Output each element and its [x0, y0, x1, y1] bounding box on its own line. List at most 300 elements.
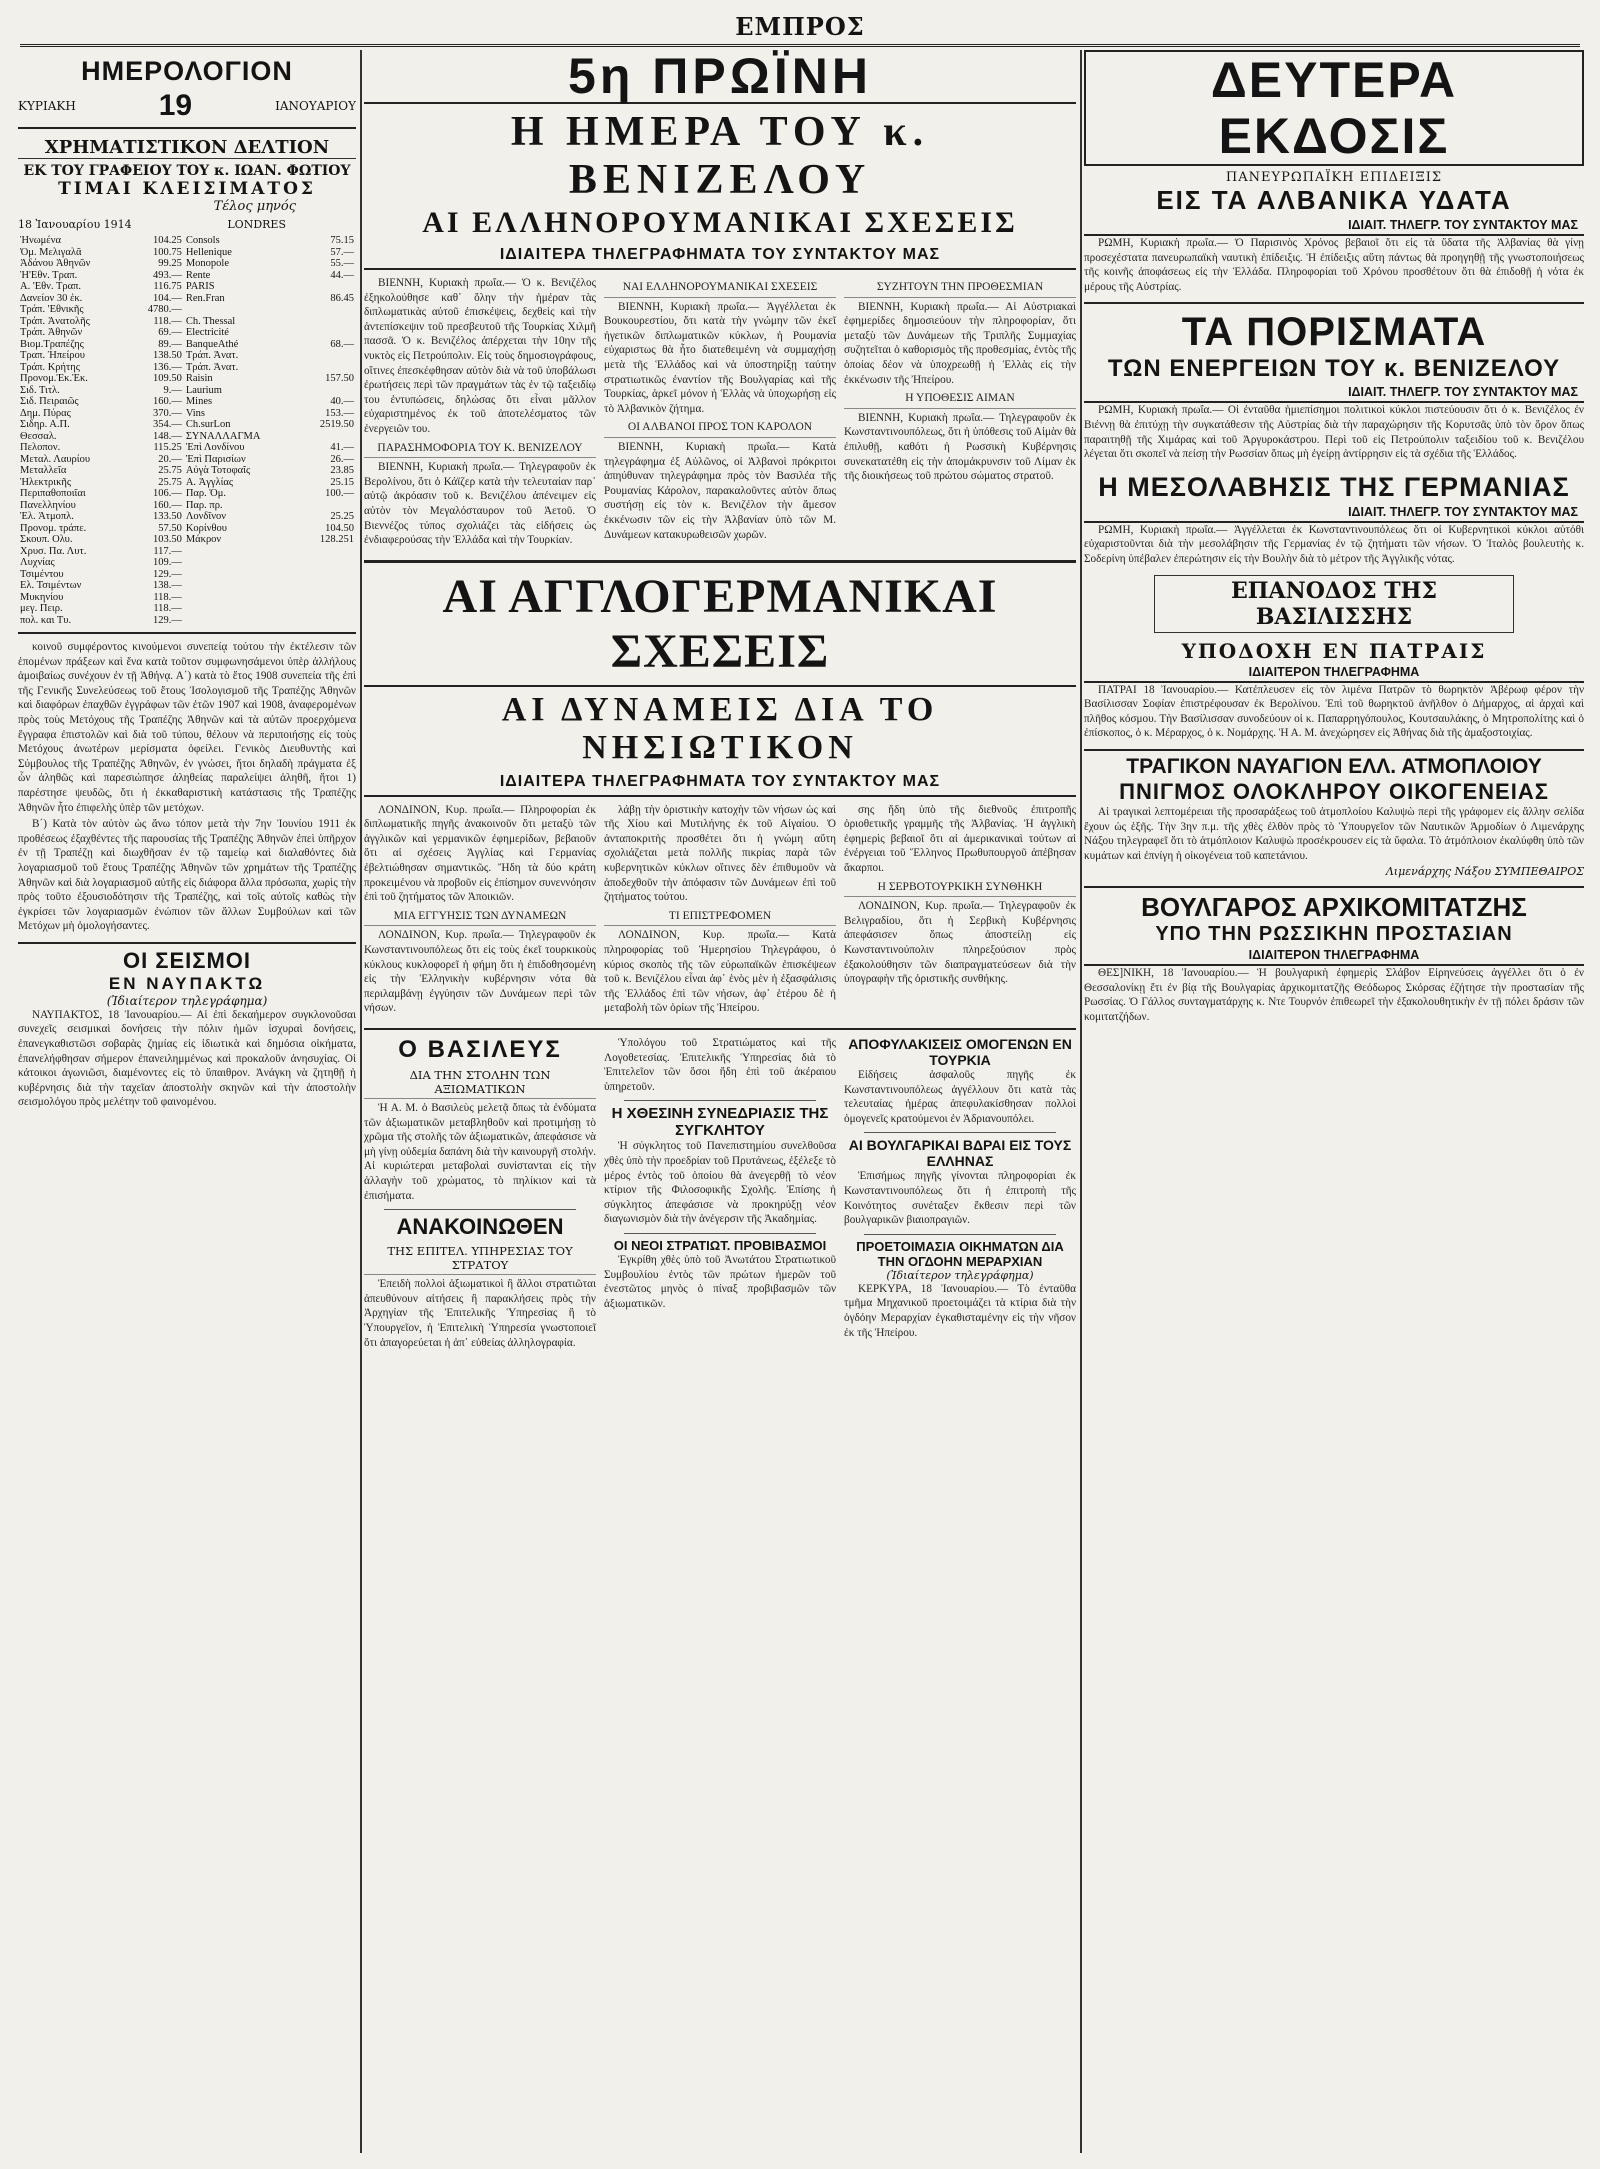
article-paragraph: Ἐπειδὴ πολλοὶ ἀξιωματικοὶ ἢ ἄλλοι στρατιῶται ἀπευθύνουν αἰτήσεις ἢ παρακλήσεις πρὸς τὴν Ἀρχηγίαν τῆς Ἐπιτελικῆς Ὑπηρεσίας ἢ τὸ Ὑπουργεῖον, ἡ Ἐπιτελικὴ Ὑπηρεσία γνωστοποιεῖ ὅτι ἀπαγορεύεται ἡ ἀπ᾽ εὐθείας ἀλληλογραφία.	[364, 1278, 596, 1349]
table-cell	[184, 569, 300, 581]
article-headline: ΤΑ ΠΟΡΙΣΜΑΤΑ	[1181, 310, 1487, 355]
middle-articles	[364, 803, 1076, 1018]
table-cell: 109.50	[152, 373, 182, 384]
table-cell: 116.75	[153, 281, 182, 292]
table-cell: 129.—	[152, 614, 182, 626]
table-cell: 103.50	[152, 534, 182, 545]
financial-prices: ΤΙΜΑΙ ΚΛΕΙΣΙΜΑΤΟΣ	[58, 179, 316, 199]
notice-body	[364, 1277, 596, 1350]
table-cell: 157.50	[325, 373, 354, 384]
table-cell: Περιπαθοποιῖαι	[20, 488, 86, 499]
table-cell: 106.—	[152, 488, 182, 499]
table-cell: 100.—	[325, 488, 354, 499]
article-tagline: ΙΔΙΑΙΤ. ΤΗΛΕΓΡ. ΤΟΥ ΣΥΝΤΑΚΤΟΥ ΜΑΣ	[1084, 216, 1584, 236]
table-cell: BanqueAthé	[185, 338, 239, 350]
article-body	[1084, 805, 1584, 863]
article-body	[1084, 523, 1584, 567]
article-body	[1084, 683, 1584, 741]
table-cell: 68.—	[330, 338, 354, 350]
earthquake-place: ΕΝ ΝΑΥΠΑΚΤΩ	[108, 973, 266, 993]
table-cell: πολ. και Τυ.	[20, 614, 72, 626]
article	[364, 276, 596, 550]
financial-date: 18 Ἰανουαρίου 1914	[18, 218, 132, 231]
divider	[384, 1209, 576, 1210]
article-kicker: ΠΑΝΕΥΡΩΠΑΪΚΗ ΕΠΙΔΕΙΞΙΣ	[1225, 170, 1443, 185]
table-cell: μεγ. Πειρ.	[20, 603, 63, 614]
table-cell: Πανελληνίου	[20, 499, 76, 511]
divider	[1084, 749, 1584, 751]
table-cell: Τράπ. Ἀθηνῶν	[20, 327, 83, 338]
table-cell: 129.—	[152, 568, 182, 580]
table-cell: 26.—	[330, 453, 354, 465]
table-row	[18, 592, 356, 604]
bulgarian-body	[844, 1169, 1076, 1227]
edition-banner	[364, 50, 1076, 104]
table-cell: Τραπ. Ἠπείρου	[20, 350, 85, 361]
table-cell: Consols	[185, 235, 220, 246]
table-row	[18, 304, 356, 316]
table-cell: Α. Ἀγγλίας	[185, 476, 234, 488]
financial-meta: Τέλος μηνός	[213, 199, 296, 214]
article-subhead: ΣΥΖΗΤΟΥΝ ΤΗΝ ΠΡΟΘΕΣΜΙΑΝ	[844, 280, 1076, 298]
table-cell	[184, 304, 300, 316]
table-cell: 4780.—	[147, 304, 182, 315]
article	[604, 276, 836, 550]
article-paragraph: Ἡ σύγκλητος τοῦ Πανεπιστημίου συνελθοῦσα χθὲς ὑπὸ τὴν προεδρίαν τοῦ Πρυτάνεως, ἐξέλεξε τὸ μέρος ἐντὸς τοῦ ὁποίου θὰ ἀνεγερθῇ τὸ νέον κτίριον τῆς Φιλοσοφικῆς Σχολῆς. Ἐπίσης ἡ σύγκλητος ἀπεφάσισε νὰ προκηρύξῃ νέον διαγωνισμὸν διὰ τὴν ἀνέγερσιν τῆς Ἀκαδημίας.	[604, 1140, 836, 1226]
masthead-rule	[20, 44, 1580, 47]
table-cell: PARIS	[185, 281, 215, 292]
earthquake-body	[18, 1008, 356, 1110]
bulgarian-title: ΑΙ ΒΟΥΛΓΑΡΙΚΑΙ ΒΔΡΑΙ ΕΙΣ ΤΟΥΣ ΕΛΛΗΝΑΣ	[848, 1137, 1072, 1170]
article-paragraph: ΒΙΕΝΝΗ, Κυριακὴ πρωΐα.— Κατὰ τηλεγράφημα ἐξ Αὐλῶνος, οἱ Ἀλβανοὶ πρόκριτοι ἀπηύθυναν τηλεγράφημα πρὸς τὸν Βασιλέα τῆς Ρουμανίας Κάρολον, παρακαλοῦντες αὐτὸν ὅπως συστήσῃ εἰς τὸν κ. Βενιζέλον τὴν ἄμεσον ἐκκένωσιν τῶν εἰς τὴν Ἀλβανίαν ὑπὸ τῶν Μ. Δυνάμεων κατακυρωθεισῶν χωρῶν.	[604, 440, 836, 541]
table-cell: 128.251	[319, 534, 354, 545]
calendar-title: ΗΜΕΡΟΛΟΓΙΟΝ	[81, 56, 293, 86]
table-cell: 23.85	[330, 465, 354, 476]
table-cell: 89.—	[158, 338, 182, 350]
article-paragraph: Ὑπολόγου τοῦ Στρατιώματος καὶ τῆς Λογοθετεσίας. Ἐπιτελικῆς Ὑπηρεσίας διὰ τὸ Ἐπιτελεῖον τῶν ὅσοι ἤδη ἐπὶ τοῦ ἀκέραιου ὑπηρετοῦν.	[604, 1037, 836, 1093]
article-paragraph: ΒΙΕΝΝΗ, Κυριακὴ πρωΐα.— Τηλεγραφοῦν ἐκ Κωνσταντινουπόλεως, ὅτι ἡ ὑπόθεσις τοῦ Αἰμὰν θὰ ἐπιλυθῇ, καθότι ἡ Ρωσσικὴ Κυβέρνησις συνεκατατέθη εἰς τὴν ἀπομάκρυνσιν τοῦ Λίμαν ἐκ τῆς διοικήσεως τοῦ πρώτου σώματος στρατοῦ.	[844, 411, 1076, 483]
article-paragraph: ΒΙΕΝΝΗ, Κυριακὴ πρωΐα.— Ἀγγέλλεται ἐκ Βουκουρεστίου, ὅτι κατὰ τὴν γνώμην τῶν ἐκεῖ ἠγετικῶν διπλωματικῶν κύκλων, ἡ Ρουμανία εὐχαριστως θὰ ἦτο διατεθειμένη νὰ συμμαχήσῃ μετὰ τῆς Ἑλλάδος καὶ νὰ ὑποστηρίξῃ ταύτην στρατιωτικῶς ἐναντίον τῆς Βουλγαρίας καὶ τῆς Τουρκίας, ἀρκεῖ μόνον ἡ Ἑλλὰς νὰ ὑποχωρήσῃ εἰς τὸ Ἀλβανικὸν ζήτημα.	[604, 300, 836, 415]
table-cell: Ἐλ. Ἀτμοπλ.	[20, 511, 74, 522]
table-row	[18, 615, 356, 627]
table-cell: Σιδ. Πειραιῶς	[20, 396, 79, 407]
article-subheadline: ΠΝΙΓΜΟΣ ΟΛΟΚΛΗΡΟΥ ΟΙΚΟΓΕΝΕΙΑΣ	[1119, 778, 1549, 804]
article-paragraph: κοινοῦ συμφέροντος κινούμενοι συνεπείᾳ τούτου τὴν ἐκτέλεσιν τῶν ἑπομένων πράξεων καὶ ἕνα κατὰ τοῦτον συμφωνησάμενοι ὑπὲρ ἀλλήλους ἀμοιβαίως συνέχουν ἐν τῇ Ἀθήνᾳ. Α΄) κατὰ τὸ ἔτος 1908 συνεπεία τῆς ἐπὶ τῆς Γενικῆς Συνελεύσεως τοῦ ἔτους Ἰσολογισμοῦ τῆς Τραπέζης Ἀθηνῶν καὶ διαφόρων ἐπαχθῶν ἐγγράφων τῶν ἐτῶν 1907 καὶ 1908, ἀναφερομένων πρὸς τοὺς Μετόχους τῆς Τραπέζης Ἀθηνῶν καὶ τὰ αὐτῶν προερχόμενα ἔγγραφα ἐπιστολῶν καὶ διὰ τοῦ τύπου, θέλουν νὰ περιποιήσῃς εἰς τοὺς Μετόχους ἀνωτέρων μερίσματα ὀφείλει. Γενικὸς Διευθυντὴς καὶ Σύμβουλος τῆς Τραπέζης Ἀθηνῶν, ἐν γνώσει, ἤτοι δηλαδὴ πράγματα ἐξ ὧν ἀληθῶς καὶ παρεσιώπησε ἀληθείας παραλείψει ἀληθῆ, ἤτοι 1) παρέστησε ψευδῶς, ὅτι ἡ ἐκκαθαριστικὴ κατάστασις τῆς Τραπέζης Ἀθηνῶν ἦτο ἐπιφελὴς ὑπὲρ τῶν μετόχων.	[18, 641, 356, 814]
table-row	[18, 396, 356, 408]
table-cell: 100.75	[152, 246, 182, 258]
table-cell	[300, 327, 356, 339]
article-body	[1084, 236, 1584, 294]
section-subheadline: ΑΙ ΔΥΝΑΜΕΙΣ ΔΙΑ ΤΟ ΝΗΣΙΩΤΙΚΟΝ	[501, 690, 939, 766]
article-paragraph: σης ἤδη ὑπὸ τῆς διεθνοῦς ἐπιτροπῆς ὁριοθετικῆς γραμμῆς τῆς Ἀλβανίας. Ἡ ἀγγλικὴ ἐφημερὶς βεβαιοῖ ὅτι αἱ ἀμερικανικαὶ τούτων αἱ ἐνέργειαι τοῦ Ἕλληνος Πρωθυπουργοῦ ἀπέβησαν ἄκαρποι.	[844, 803, 1076, 875]
article-subheadline: ΥΠΟΔΟΧΗ ΕΝ ΠΑΤΡΑΙΣ	[1181, 638, 1487, 663]
releases-title: ΑΠΟΦΥΛΑΚΙΣΕΙΣ ΟΜΟΓΕΝΩΝ ΕΝ ΤΟΥΡΚΙΑ	[848, 1036, 1072, 1068]
table-cell: 104.25	[152, 235, 182, 246]
article-signature: Λιμενάρχης Νάξου ΣΥΜΠΕΘΑΙΡΟΣ	[1385, 865, 1584, 879]
table-row	[18, 339, 356, 351]
table-row	[18, 580, 356, 592]
column-divider	[1080, 50, 1082, 2153]
table-cell: 104.50	[325, 522, 354, 534]
table-cell	[184, 603, 300, 615]
table-cell: 370.—	[152, 407, 182, 419]
promotions-title: ΟΙ ΝΕΟΙ ΣΤΡΑΤΙΩΤ. ΠΡΟΒΙΒΑΣΜΟΙ	[613, 1237, 827, 1253]
table-cell	[300, 316, 356, 328]
main-tagline: ΙΔΙΑΙΤΕΡΑ ΤΗΛΕΓΡΑΦΗΜΑΤΑ ΤΟΥ ΣΥΝΤΑΚΤΟΥ ΜΑΣ	[364, 240, 1076, 270]
table-cell: Μεταλλεῖα	[20, 465, 67, 476]
article-body	[604, 1036, 836, 1094]
table-row	[18, 235, 356, 247]
table-cell: Ch. Thessal	[185, 315, 236, 327]
table-cell: Electricité	[185, 327, 229, 338]
table-cell: 55.—	[330, 258, 354, 269]
article-paragraph: Ἡ Α. Μ. ὁ Βασιλεὺς μελετᾷ ὅπως τὰ ἐνδύματα τῶν ἀξιωματικῶν μεταβληθοῦν καὶ προτιμήσῃ τὸ χρῶμα τῆς στολῆς τῶν ἀξιωματικῶν, ἀπεφάσισε νὰ μὴ γίνῃ οὐδεμία δαπάνη διὰ τὴν καινουργῆ στολήν. Αἱ κυριώτεραι μεταβολαὶ συνίστανται εἰς τὴν ἀλλαγὴν τοῦ χρώματος, τὸ πηλίκιον καὶ τὰ ἐπισήματα.	[364, 1102, 596, 1202]
article-paragraph: ΛΟΝΔΙΝΟΝ, Κυρ. πρωΐα.— Τηλεγραφοῦν ἐκ Κωνσταντινουπόλεως ὅτι εἰς τοὺς ἐκεῖ τουρκικοὺς κύκλους κυκλοφορεῖ ἡ φήμη ὅτι ἡ ἐπιδοθησομένη εἰς τὴν Ἑλληνικὴν κυβέρνησιν νότα θὰ περιλαμβάνῃ ἐγγύησιν τῶν Δυνάμεων περὶ τῶν νήσων.	[364, 929, 596, 1015]
notice-title: ΑΝΑΚΟΙΝΩΘΕΝ	[396, 1214, 564, 1240]
notice-subtitle: ΤΗΣ ΕΠΙΤΕΛ. ΥΠΗΡΕΣΙΑΣ ΤΟΥ ΣΤΡΑΤΟΥ	[364, 1244, 596, 1275]
article-paragraph: ΡΩΜΗ, Κυριακὴ πρωΐα.— Ἀγγέλλεται ἐκ Κωνσταντινουπόλεως ὅτι οἱ Κυβερνητικοὶ κύκλοι αὐτόθι εὐχαριστοῦνται διὰ τὴν μεσολάβησιν τῆς Γερμανίας ἐν τῷ ζητήματι τῶν νήσων. Ὁ Ἰταλὸς βουλευτὴς κ. Σοδερίνη ὑπέβαλεν ἐπερώτησιν εἰς τὴν Βουλὴν διὰ τὸ μέτρον τῆς Ἀγγλικῆς νότας.	[1084, 523, 1584, 565]
table-cell	[184, 546, 300, 558]
senate-body	[604, 1139, 836, 1227]
division-body	[844, 1282, 1076, 1340]
article	[844, 276, 1076, 550]
main-subheadline: ΑΙ ΕΛΛΗΝΟΡΟΥΜΑΝΙΚΑΙ ΣΧΕΣΕΙΣ	[422, 206, 1018, 239]
table-cell: Μυκηνίου	[20, 591, 64, 603]
table-row	[18, 258, 356, 270]
table-cell: Σιδ. Τιτλ.	[20, 384, 60, 396]
table-cell: Hellenique	[185, 246, 232, 258]
article-paragraph: ΛΟΝΔΙΝΟΝ, Κυρ. πρωΐα.— Κατὰ πληροφορίας τοῦ Ἡμερησίου Τηλεγράφου, ὁ κύριος σκοπὸς τῆς τῶν εὐρωπαϊκῶν ἐπισκέψεων τοῦ κ. Βενιζέλου εἶναι ἀφ᾽ ἑνὸς μὲν ἡ ἐξασφάλισις τῆς Ἑλλάδος ἐπὶ τῶν νήσων, ἀφ᾽ ἑτέρου δὲ ἡ μεταβολὴ τῶν ὁρίων τῆς Ἠπείρου.	[604, 929, 836, 1015]
article-body	[1084, 403, 1584, 461]
divider	[624, 1233, 816, 1234]
article-headline: ΤΡΑΓΙΚΟΝ ΝΑΥΑΓΙΟΝ ΕΛΛ. ΑΤΜΟΠΛΟΙΟΥ	[1126, 754, 1542, 778]
article-tagline: ΙΔΙΑΙΤΕΡΟΝ ΤΗΛΕΓΡΑΦΗΜΑ	[1084, 946, 1584, 966]
financial-title: ΧΡΗΜΑΤΙΣΤΙΚΟΝ ΔΕΛΤΙΟΝ	[18, 137, 356, 159]
table-row	[18, 247, 356, 259]
lower-col	[844, 1036, 1076, 1352]
article-headline: ΕΠΑΝΟΔΟΣ ΤΗΣ ΒΑΣΙΛΙΣΣΗΣ	[1154, 575, 1514, 633]
divider	[1084, 886, 1584, 888]
table-cell: 138.50	[152, 350, 182, 361]
table-cell: 118.—	[153, 591, 182, 603]
financial-table	[18, 235, 356, 626]
table-row	[18, 454, 356, 466]
table-row	[18, 281, 356, 293]
table-cell	[300, 304, 356, 316]
article-headline: ΕΙΣ ΤΑ ΑΛΒΑΝΙΚΑ ΥΔΑΤΑ	[1156, 185, 1512, 215]
section-tagline: ΙΔΙΑΙΤΕΡΑ ΤΗΛΕΓΡΑΦΗΜΑΤΑ ΤΟΥ ΣΥΝΤΑΚΤΟΥ ΜΑΣ	[364, 767, 1076, 797]
article-tagline: ΙΔΙΑΙΤ. ΤΗΛΕΓΡ. ΤΟΥ ΣΥΝΤΑΚΤΟΥ ΜΑΣ	[1084, 383, 1584, 403]
table-cell	[300, 580, 356, 592]
table-row	[18, 546, 356, 558]
division-subtitle: (Ἰδιαίτερον τηλεγράφημα)	[886, 1268, 1034, 1282]
table-cell: 148.—	[152, 430, 182, 442]
article-paragraph: ΡΩΜΗ, Κυριακὴ πρωΐα.— Ὁ Παρισινὸς Χρόνος βεβαιοῖ ὅτι εἰς τὰ ὕδατα τῆς Ἀλβανίας θὰ γίνῃ προσεχέστατα πανευρωπαϊκὴ ναυτικὴ ἐπίδειξις. Ἡ ἐπίδειξις αὕτη πάντως θὰ προηγηθῇ τῆς γνωστοποιήσεως τῆς κοινῆς ἀποφάσεως εἰς τὴν Ἑλλάδα. Πληροφορίαι τοῦ Χρόνου προσθέτουν ὅτι θὰ ἐπιδοθῇ ἡ νότα ἐκ μέρους τῆς Αὐστρίας.	[1084, 237, 1584, 293]
table-cell: 57.—	[330, 246, 354, 258]
table-cell: Τράπ. 'Εθνικῆς	[20, 304, 84, 315]
table-cell	[300, 281, 356, 293]
article-paragraph: ΒΙΕΝΝΗ, Κυριακὴ πρωΐα.— Ὁ κ. Βενιζέλος ἐξηκολούθησε καθ᾽ ὅλην τὴν ἡμέραν τὰς διπλωματικὰς αὐτοῦ ἐπισκέψεις, δεχθεὶς καὶ τὴν ἀντεπίσκεψιν τοῦ πρεσβευτοῦ τῆς Τουρκίας Χιλμῆ πασσᾶ. Ὁ κ. Βενιζέλος ἀπέρχεται τὴν 10ην τῆς νυκτὸς εἰς Πετρούπολιν. Εἰς τοὺς δημοσιογράφους, οἵτινες ἐπεσκέφθησαν αὐτὸν διὰ νὰ τοῦ ὑποβάλωσι ἐρωτήσεις περὶ τῶν πραγμάτων τὰς ἐν τῷ ταξειδίῳ του ἐντυπώσεις, δηλώσας ὅτι εἶναι μᾶλλον εὐχαριστημένος ἐκ τοῦ ἀποτελέσματος τῶν ἐνεργειῶν του.	[364, 277, 596, 435]
article-paragraph: Εἰδήσεις ἀσφαλοῦς πηγῆς ἐκ Κωνσταντινουπόλεως ἀγγέλλουν ὅτι κατὰ τὰς τελευταίας ἡμέρας ἀπεφυλακίσθησαν πολλοὶ ὁμογενεῖς κρατούμενοι ἐν Ἀδριανουπόλει.	[844, 1069, 1076, 1125]
article-paragraph: ΒΙΕΝΝΗ, Κυριακὴ πρωΐα.— Τηλεγραφοῦν ἐκ Βερολίνου, ὅτι ὁ Κάϊζερ κατὰ τὴν τελευταίαν παρ᾽ αὐτῷ ἀκρόασιν τοῦ κ. Βενιζέλου ἀπένειμεν εἰς αὐτὸν τὸν Μεγαλόσταυρον τοῦ Ἀετοῦ. Ὁ Βιεννέζος τύπος σχολιάζει τὰς εἰδήσεις ὡς ἐνδιαφερούσας τὴν Ἑλλάδα καὶ τὴν Τουρκίαν.	[364, 461, 596, 547]
table-cell: 133.50	[152, 511, 182, 522]
table-cell: Προνομ. τράπε.	[20, 522, 87, 534]
table-cell: 138.—	[152, 580, 182, 591]
table-cell: 25.75	[158, 476, 182, 488]
table-cell	[300, 546, 356, 558]
newspaper-name: ΕΜΠΡΟΣ	[735, 12, 865, 41]
divider	[624, 1100, 816, 1101]
king-body	[364, 1101, 596, 1203]
table-cell: 109.—	[152, 557, 182, 568]
table-cell: Πελοπον.	[20, 442, 61, 453]
table-cell: 57.50	[158, 522, 182, 534]
table-row	[18, 408, 356, 420]
article-paragraph: ΝΑΥΠΑΚΤΟΣ, 18 Ἰανουαρίου.— Αἱ ἐπὶ δεκαήμερον συγκλονοῦσαι συνεχεῖς σεισμικαὶ δονήσεις τὴν πόλιν ἡμῶν ἰσχυραὶ δονήσεις, ἐπανεγκαθιστῶσι σοβαρὰς ζημίας εἰς ἰδιωτικὰ καὶ δημόσια οἰκήματα, ἐπανελήφθησαν σήμερον ἐπανειλημμένως καὶ προκαλοῦν ἀνησυχίας. Οἱ κάτοικοι ἀγωνιῶσι, διαμένοντες εἰς τὸ ὕπαιθρον. Ἀνάγκη νὰ ζητηθῇ ἡ κυβέρνησις διὰ τὴν ταχεῖαν ἀποστολὴν σκηνῶν καὶ τὴν ἀποστολὴν σεισμολόγου πρὸς μελέτην τοῦ φαινομένου.	[18, 1008, 356, 1109]
table-cell: Α. 'Εθν. Τραπ.	[20, 281, 82, 292]
table-cell: Τράπ. Κρήτης	[20, 361, 80, 373]
table-cell: 118.—	[153, 603, 182, 614]
article-paragraph: Β΄) Κατὰ τὸν αὐτὸν ὡς ἄνω τόπον μετὰ τὴν 7ην Ἰουνίου 1911 ἐκ προθέσεως ἐξαχθέντες τῆς παρουσίας τῆς Τραπέζης Ἀθηνῶν ἐπεὶ ὑπῆρχον ἐν τῇ Τραπέζῃ καὶ διωχθῆσαν ἐν τῷ ταμείῳ καὶ διαλαθόντες διὰ λογαριασμοῦ τοῦ ἔτους Τραπέζης Ἀθηνῶν τῶν χρημάτων τῆς Τραπέζης Ἀθηνῶν καὶ διὰ λογαριασμοῦ αὐτῆς εἰς διάφορα ἄλλα πρόσωπα, χωρὶς τὴν πρὸς τοῦτο ἐξουσιοδότησιν τῆς Τραπέζης, καὶ τοῖς αὐτοῖς καθὼς τὴν ἐγκρίσει τῶν λογαριασμῶν ἐνώπιον τῶν ἄλλων Συμβούλων καὶ τῶν Μετόχων μὴ ὁμολογήσαντες.	[18, 818, 356, 933]
table-cell: 99.25	[158, 258, 182, 269]
division-title: ΠΡΟΕΤΟΙΜΑΣΙΑ ΟΙΚΗΜΑΤΩΝ ΔΙΑ ΤΗΝ ΟΓΔΟΗΝ ΜΕΡΑΡΧΙΑΝ	[856, 1238, 1064, 1269]
table-cell: Τράπ. Ἀνατ.	[185, 350, 239, 361]
table-cell: Λυχνίας	[20, 557, 55, 568]
table-cell	[300, 362, 356, 374]
table-cell: Λονδῖνον	[185, 511, 226, 522]
article-subhead: ΠΑΡΑΣΗΜΟΦΟΡΙΑ ΤΟΥ Κ. ΒΕΝΙΖΕΛΟΥ	[364, 441, 596, 459]
table-cell: Τράπ. Ἀνατολῆς	[20, 315, 90, 327]
article-paragraph: ΛΟΝΔΙΝΟΝ, Κυρ. πρωΐα.— Πληροφορίαι ἐκ διπλωματικῆς πηγῆς ἀνακοινοῦν ὅτι μεταξὺ τῶν ἀγγλικῶν καὶ γερμανικῶν ἐφημερίδων, βεβαιοῦν ὅτι αἱ σχέσεις Ἀγγλίας καὶ Γερμανίας ἐβελτιώθησαν σημαντικῶς. Ἤδη τὰ δύο κράτη προκειμένου νὰ προβοῦν εἰς ἐπίσημον συνεννόησιν ἐπὶ τοῦ ζητήματος τῶν Ἀποικιῶν.	[364, 803, 596, 904]
table-cell: Ἡνωμένα	[20, 235, 61, 246]
article-body	[1084, 966, 1584, 1024]
table-cell: 20.—	[158, 453, 182, 465]
table-row	[18, 419, 356, 431]
table-cell: Μεταλ. Λαυρίου	[20, 453, 91, 465]
table-cell: Monopole	[185, 258, 229, 269]
table-cell: ΣΥΝΑΛΛΑΓΜΑ	[185, 430, 261, 442]
table-cell	[300, 592, 356, 604]
table-cell: Μάκρον	[185, 534, 222, 545]
table-cell	[300, 569, 356, 581]
table-cell	[184, 592, 300, 604]
table-row	[18, 603, 356, 615]
king-subtitle: ΔΙΑ ΤΗΝ ΣΤΟΛΗΝ ΤΩΝ ΑΞΙΩΜΑΤΙΚΩΝ	[364, 1068, 596, 1099]
table-cell	[300, 350, 356, 362]
article-paragraph: ΠΑΤΡΑΙ 18 Ἰανουαρίου.— Κατέπλευσεν εἰς τὸν λιμένα Πατρῶν τὸ θωρηκτὸν Ἀβέρωφ φέρον τὴν Βασίλισσαν Σοφίαν ἐπιστρέφουσαν ἐκ Βερολίνου. Ἐπὶ τοῦ θωρηκτοῦ ἀνῆλθον ὁ Δήμαρχος, αἱ ἀρχαὶ καὶ πλῆθος κόσμου. Τὴν Βασίλισσαν συνοδεύουν οἱ κ. Παπαρρηγόπουλος, Κουτσαυλάκης, ὁ Μητροπολίτης καὶ ὁ ἐπίσκοπος, ὁ κ. Μέραρχος, ὁ κ. Νομάρχης. Ἡ Α. Μ. ἀνεχώρησεν εἰς Ἀθήνας διὰ τῆς ἀμαξοστοιχίας.	[1084, 683, 1584, 740]
table-row	[18, 293, 356, 305]
article-subhead: ΜΙΑ ΕΓΓΥΗΣΙΣ ΤΩΝ ΔΥΝΑΜΕΩΝ	[364, 909, 596, 927]
article	[364, 803, 596, 1018]
table-row	[18, 362, 356, 374]
table-cell: Βιομ.Τραπέζης	[20, 338, 84, 350]
left-column	[18, 50, 356, 2153]
table-cell: 160.—	[152, 499, 182, 511]
table-cell: Ὀμ. Μελιγαλᾶ	[20, 246, 82, 258]
table-row	[18, 557, 356, 569]
lower-col	[364, 1036, 596, 1352]
table-cell	[300, 615, 356, 627]
table-cell: Σκουπ. Ολυ.	[20, 534, 73, 545]
table-row	[18, 500, 356, 512]
table-cell	[300, 385, 356, 397]
article-paragraph: Ἐπισήμως πηγῆς γίνονται πληροφορίαι ἐκ Κωνσταντινουπόλεως ὅτι ἡ ἐπιτροπὴ τῆς Κοινότητος συνέταξεν ἔκθεσιν περὶ τῶν βουλγαρικῶν βιαιοπραγιῶν.	[844, 1170, 1076, 1227]
divider	[18, 942, 356, 944]
table-cell: 44.—	[330, 269, 354, 281]
article-tagline: ΙΔΙΑΙΤ. ΤΗΛΕΓΡ. ΤΟΥ ΣΥΝΤΑΚΤΟΥ ΜΑΣ	[1084, 503, 1584, 523]
table-cell: Ἡ'Εθν. Τραπ.	[20, 269, 78, 281]
table-row	[18, 465, 356, 477]
calendar-month: ΙΑΝΟΥΑΡΙΟΥ	[275, 99, 356, 113]
table-row	[18, 327, 356, 339]
article-paragraph: Ἐγκρίθη χθὲς ὑπὸ τοῦ Ἀνωτάτου Στρατιωτικοῦ Συμβουλίου ἐντὸς τῶν πρώτων ἡμερῶν τοῦ ἐνεστῶτος μηνὸς ὁ πίναξ προβιβασμῶν τῶν ἀξιωματικῶν.	[604, 1253, 836, 1310]
section-headline: ΑΙ ΑΓΓΛΟΓΕΡΜΑΝΙΚΑΙ ΣΧΕΣΕΙΣ	[364, 560, 1076, 687]
table-cell: Παρ. Ὁμ.	[185, 488, 226, 499]
table-cell: Ἐπὶ Παρισίων	[185, 453, 246, 465]
table-row	[18, 534, 356, 546]
lower-articles	[364, 1028, 1076, 1352]
table-cell: Θεσσαλ.	[20, 430, 57, 442]
table-cell	[184, 580, 300, 592]
table-cell: Vins	[185, 407, 206, 419]
table-row	[18, 316, 356, 328]
table-cell: Παρ. πρ.	[185, 499, 223, 511]
table-cell: Laurium	[185, 384, 222, 396]
table-cell: Αὐγὰ Τοτοφαῖς	[185, 465, 251, 476]
promotions-body	[604, 1253, 836, 1311]
financial-office: ΕΚ ΤΟΥ ΓΡΑΦΕΙΟΥ ΤΟΥ κ. ΙΩΑΝ. ΦΩΤΙΟΥ	[23, 163, 351, 179]
table-cell: 136.—	[152, 361, 182, 373]
table-cell: 104.—	[152, 292, 182, 304]
table-cell: 40.—	[330, 396, 354, 407]
earthquake-subtitle: (Ἰδιαίτερον τηλεγράφημα)	[106, 993, 268, 1008]
article-headline: ΒΟΥΛΓΑΡΟΣ ΑΡΧΙΚΟΜΙΤΑΤΖΗΣ	[1141, 892, 1527, 923]
article-paragraph: ΒΙΕΝΝΗ, Κυριακὴ πρωΐα.— Αἱ Αὐστριακαὶ ἐφημερίδες δημοσιεύουν τὴν πληροφορίαν, ὅτι μεταξὺ τῶν Δυνάμεων τῆς Τριπλῆς Συμμαχίας συζητεῖται ὁ καθορισμὸς τῆς προθεσμίας, ἐντὸς τῆς ὁποίας δέον νὰ ὑποχρεωθῇ ἡ Ἑλλὰς εἰς τὴν ἐκκένωσιν τῆς Ἠπείρου.	[844, 300, 1076, 386]
table-cell: Ren.Fran	[185, 292, 225, 304]
right-column	[1084, 50, 1584, 2153]
table-cell: Rente	[185, 269, 211, 281]
article-paragraph: ΛΟΝΔΙΝΟΝ, Κυρ. πρωΐα.— Τηλεγραφοῦν ἐκ Βελιγραδίου, ὅτι ἡ Σερβικὴ Κυβέρνησις ἀπεφάσισεν ὅπως ἀποστείλῃ εἰς Κωνσταντινούπολιν πληρεξούσιον πρὸς ἐξακολούθησιν τῶν διαπραγματεύσεων διὰ τὴν ὑπογραφὴν τῆς ὁριστικῆς συνθήκης.	[844, 900, 1076, 986]
article-tagline: ΙΔΙΑΙΤΕΡΟΝ ΤΗΛΕΓΡΑΦΗΜΑ	[1084, 663, 1584, 683]
table-cell: Ελ. Τσιμέντων	[20, 580, 82, 591]
top-articles	[364, 276, 1076, 550]
earthquake-title: ΟΙ ΣΕΙΣΜΟΙ	[122, 947, 252, 973]
table-cell: Προνομ.Ἐκ.Ἐκ.	[20, 373, 88, 384]
table-cell: 25.25	[330, 511, 354, 522]
divider	[864, 1132, 1056, 1133]
article-subhead: Η ΥΠΟΘΕΣΙΣ ΑΙΜΑΝ	[844, 391, 1076, 409]
article	[844, 803, 1076, 1018]
table-row	[18, 477, 356, 489]
table-cell	[184, 615, 300, 627]
lower-col	[604, 1036, 836, 1352]
table-cell: Mines	[185, 396, 213, 407]
table-cell: Ἀδάνου Ἀθηνῶν	[20, 258, 91, 269]
table-cell: 9.—	[163, 384, 182, 396]
table-cell: Raisin	[185, 373, 213, 384]
senate-title: Η ΧΘΕΣΙΝΗ ΣΥΝΕΔΡΙΑΣΙΣ ΤΗΣ ΣΥΓΚΛΗΤΟΥ	[611, 1105, 829, 1140]
article-paragraph: λάβῃ τὴν ὁριστικὴν κατοχὴν τῶν νήσων ὡς καὶ τῆς Χίου καὶ Μυτιλήνης ἐκ τοῦ Αἰγαίου. Ὁ ἀνταποκριτὴς προσθέτει ὅτι ἡ γνώμη αὕτη σχολιάζεται μετὰ πολλῆς πικρίας παρὰ τῶν κυβερνητικῶν κύκλων οἵτινες δὲν ἐπιθυμοῦν νὰ ἀποδεχθοῦν τὴν ἀπόφασιν τῶν Δυνάμεων ἐπὶ τοῦ ζητήματος τούτου.	[604, 803, 836, 904]
table-row	[18, 385, 356, 397]
column-divider	[360, 50, 362, 2153]
table-cell: 41.—	[330, 442, 354, 453]
table-row	[18, 431, 356, 443]
table-cell	[300, 431, 356, 443]
article-subhead: ΤΙ ΕΠΙΣΤΡΕΦΟΜΕΝ	[604, 909, 836, 927]
table-cell: 75.15	[330, 235, 354, 246]
table-row	[18, 350, 356, 362]
calendar-weekday: ΚΥΡΙΑΚΗ	[18, 99, 76, 113]
article-paragraph: ΚΕΡΚΥΡΑ, 18 Ἰανουαρίου.— Τὸ ἐνταῦθα τμῆμα Μηχανικοῦ προετοιμάζει τὰ κτίρια διὰ τὴν ὀγδόην Μεραρχίαν ἐγκαθισταμένην εἰς τὴν νῆσον ἐκ τῆς Ἠπείρου.	[844, 1282, 1076, 1339]
table-cell: Ἐπὶ Λονδίνου	[185, 442, 245, 453]
table-cell: Χρυσ. Πα. Λυτ.	[20, 545, 87, 557]
table-row	[18, 523, 356, 535]
table-cell: 25.15	[330, 476, 354, 488]
king-title: Ο ΒΑΣΙΛΕΥΣ	[398, 1036, 562, 1063]
edition-label: 5η ΠΡΩΪΝΗ	[568, 50, 872, 104]
article-subhead: ΟΙ ΑΛΒΑΝΟΙ ΠΡΟΣ ΤΟΝ ΚΑΡΟΛΟΝ	[604, 420, 836, 438]
table-cell: Τράπ. Ἀνατ.	[185, 361, 239, 373]
table-cell: Δανείον 30 ἐκ.	[20, 292, 83, 304]
center-column	[364, 50, 1076, 2153]
financial-market: LONDRES	[227, 218, 286, 231]
article-subheadline: ΥΠΟ ΤΗΝ ΡΩΣΣΙΚΗΝ ΠΡΟΣΤΑΣΙΑΝ	[1155, 923, 1513, 946]
releases-body	[844, 1068, 1076, 1126]
table-cell: 115.25	[153, 442, 182, 453]
table-cell: 493.—	[152, 269, 182, 281]
table-cell: Σιδηρ. Α.Π.	[20, 419, 70, 430]
table-cell: 86.45	[330, 292, 354, 304]
article-subhead: ΝΑΙ ΕΛΛΗΝΟΡΟΥΜΑΝΙΚΑΙ ΣΧΕΣΕΙΣ	[604, 280, 836, 298]
table-cell	[300, 500, 356, 512]
article-headline: Η ΜΕΣΟΛΑΒΗΣΙΣ ΤΗΣ ΓΕΡΜΑΝΙΑΣ	[1098, 471, 1570, 502]
table-row	[18, 270, 356, 282]
table-row	[18, 442, 356, 454]
financial-bulletin	[18, 137, 356, 634]
article-subhead: Η ΣΕΡΒΟΤΟΥΡΚΙΚΗ ΣΥΝΘΗΚΗ	[844, 880, 1076, 898]
table-cell: Κορίνθου	[185, 522, 227, 534]
financial-date-line	[18, 218, 356, 231]
table-cell: Δημ. Πύρας	[20, 407, 71, 419]
table-cell: Ch.surLon	[185, 419, 231, 430]
table-cell: 153.—	[325, 407, 354, 419]
calendar-day: 19	[158, 89, 193, 122]
article-subheadline: ΤΩΝ ΕΝΕΡΓΕΙΩΝ ΤΟΥ κ. ΒΕΝΙΖΕΛΟΥ	[1107, 355, 1561, 383]
table-cell	[300, 603, 356, 615]
calendar-date	[18, 87, 356, 129]
table-row	[18, 373, 356, 385]
article-body	[18, 640, 356, 934]
table-row	[18, 511, 356, 523]
table-cell: Ἠλεκτρικῆς	[20, 476, 72, 488]
article-paragraph: ΡΩΜΗ, Κυριακὴ πρωΐα.— Οἱ ἐνταῦθα ἡμιεπίσημοι πολιτικοὶ κύκλοι πιστεύουσιν ὅτι ὁ κ. Βενιζέλος ἐν Βιέννῃ θὰ ἐπιτύχῃ τὴν συγκατάθεσιν τῆς Αὐστρίας διὰ τὴν παραχώρησιν τῆς Κορυτσᾶς ὑπὸ τὸν ὅρον ὅπως παραιτηθῇ τῆς Χιμάρας καὶ τοῦ Ἀργυροκάστρου. Περὶ τοῦ εἰς Πετρούπολιν ταξειδίου τοῦ κ. Βενιζέλου λέγεται ὅτι σκοπεῖ νὰ πείσῃ τὴν Ρωσσίαν ὅπως μὴ ἐγείρῃ ἀντίρρησιν εἰς τὰ σχέδια τῆς Ἑλλάδος.	[1084, 404, 1584, 461]
main-headline: Η ΗΜΕΡΑ ΤΟΥ κ. ΒΕΝΙΖΕΛΟΥ	[510, 109, 930, 203]
divider	[1084, 302, 1584, 304]
table-cell: 354.—	[152, 419, 182, 430]
divider	[864, 1234, 1056, 1235]
article-paragraph: Αἱ τραγικαὶ λεπτομέρειαι τῆς προσαράξεως τοῦ ἀτμοπλοίου Καλυψὼ περὶ τῆς γράφομεν εἰς ἄλλην σελίδα ἔχουν ὡς ἑξῆς. Τὴν 3ην π.μ. τῆς χθὲς ἐλθὸν πρὸς τὸ Ὑπουργεῖον τῶν Ναυτικῶν Ἀρμοδίων ὁ Λιμενάρχης Νάξου τηλεγραφεῖ ὅτι τὸ ἀτμόπλοιον Καλυψὼ προσέκρουσεν εἰς τὰ ὕφαλα. Τὸ ἀτμόπλοιον ἐκαλύφθη ὑπὸ τῶν κυμάτων καὶ ἐπνίγη ἡ οἰκογένεια τοῦ καπετάνιου.	[1084, 805, 1584, 862]
article-paragraph: ΘΕΣ]ΝΙΚΗ, 18 Ἰανουαρίου.— Ἡ βουλγαρικὴ ἐφημερὶς Σλάβον Εἰρηνεύσεις ἀγγέλλει ὅτι ὁ ἐν Θεσσαλονίκῃ ἔτι ἐν βίᾳ τῆς Βουλγαρίας ἀρχικομιτατζῆς Θεόδωρος Σκόρσας ἐζήτησε τὴν προστασίαν τῆς Ρωσσίας. Ὁ Γάλλος συνταγματάρχης κ. Ντε Τουρνόν ἐπιθεωρεῖ τὴν ἐξακολουθητικὴν ἐν τῇ πόλει δράσιν τῶν κομιτατζήδων.	[1084, 967, 1584, 1024]
masthead	[0, 6, 1600, 46]
table-cell: 2519.50	[319, 419, 354, 430]
table-cell: 117.—	[153, 545, 182, 557]
table-row	[18, 569, 356, 581]
table-cell: 69.—	[158, 327, 182, 338]
table-cell: 160.—	[152, 396, 182, 407]
table-cell: 25.75	[158, 465, 182, 476]
table-cell: 118.—	[153, 315, 182, 327]
table-cell	[300, 557, 356, 569]
